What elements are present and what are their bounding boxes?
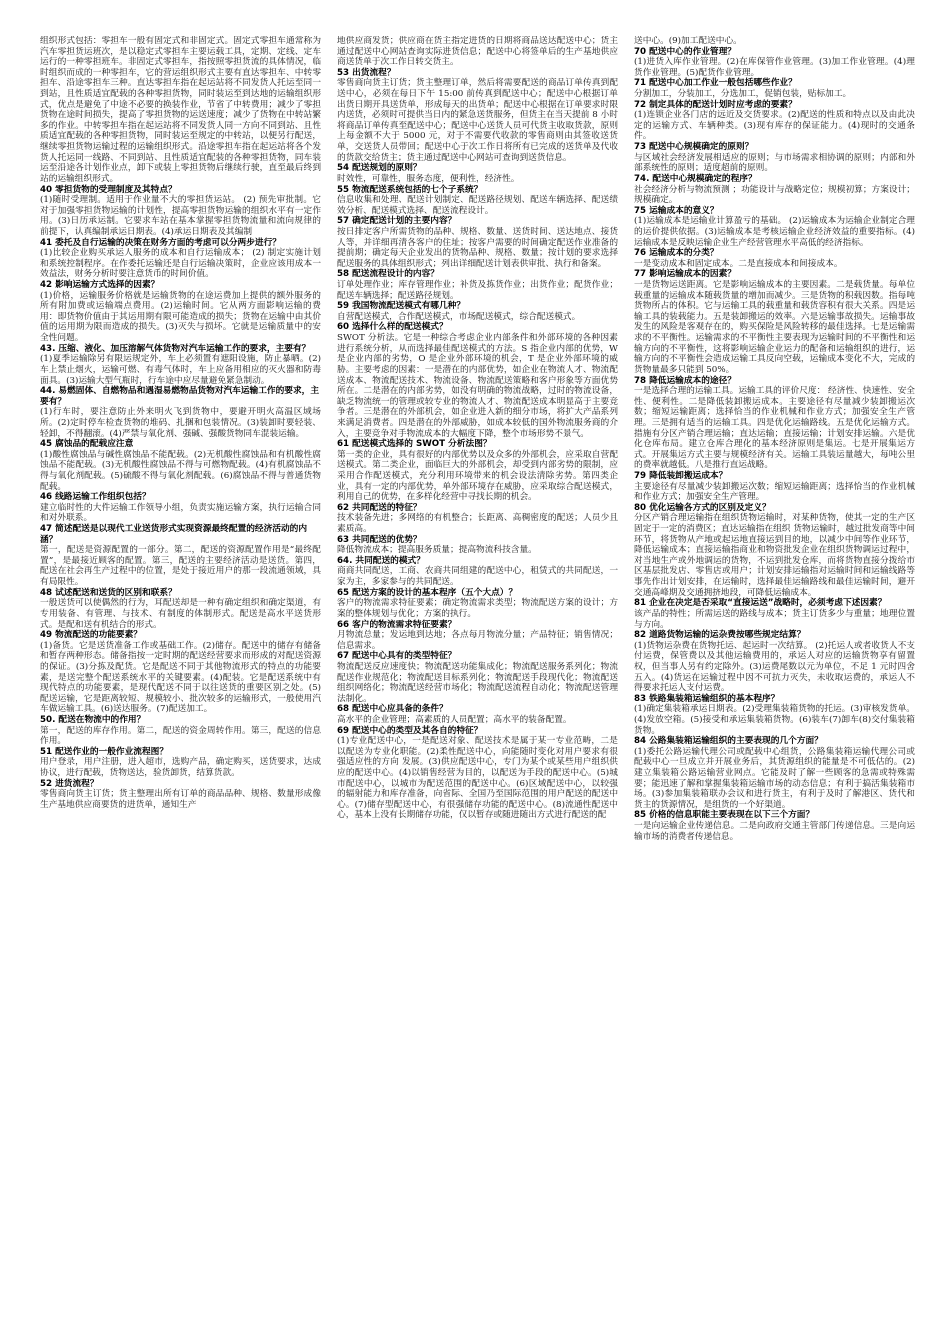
answer-text: 一是向运输企业传递信息。二是向政府交通主管部门传递信息。三是向运输市场的消费者传递信息。: [634, 821, 915, 842]
qa-section: [337, 588, 618, 620]
qa-section: [634, 471, 915, 503]
question-heading: 67 配送中心具有的类型特征？: [337, 651, 457, 662]
question-heading: 50. 配送在物流中的作用？: [40, 715, 146, 725]
answer-text: 分割加工，分装加工，分选加工，促销包装，贴标加工。: [634, 89, 852, 100]
question-heading: 59 我国物流配送模式有哪几种？: [337, 301, 466, 312]
qa-section: [634, 142, 915, 174]
answer-text: 第一，配送是资源配置的一部分。第二，配送的资源配置作用是“最终配置”，是最接近顾客的配置。第三，配送的主要经济活动是送货。第四，配送在社会再生产过程中的位置，是处于接近用户的那一段流通领域，具有局限性。: [40, 545, 321, 588]
answer-text: 月物流总量；发运地到达地；各点每月物流分量；产品特征；销售情况；信息需求。: [337, 630, 618, 651]
question-heading: 81 企业在决定是否采取“直接运送”战略时，必须考虑下述因素？: [634, 598, 887, 609]
question-heading: 83 铁路集装箱运输组织的基本程序？: [634, 693, 780, 704]
qa-section: [40, 715, 321, 747]
qa-section: [337, 185, 618, 217]
answer-text: 与区域社会经济发展相适应的原则；与市场需求相协调的原则；内部和外部系统性的原则；适度超前的原则。: [634, 152, 915, 174]
qa-section: [634, 694, 915, 736]
answer-text: 建立临时性的大件运输工作领导小组，负责实施运输方案，执行运输合同和对外联系。: [40, 502, 321, 524]
qa-section: [634, 503, 915, 598]
question-heading: 75 运输成本的意义？: [634, 205, 719, 216]
qa-section: [337, 269, 618, 301]
answer-text: 一是选择合理的运输工具。运输工具的评价尺度： 经济性、快速性、安全性、便利性。二是降低装卸搬运成本。主要途径有尽量减少装卸搬运次数；缩短运输距离；选择恰当的作业机械和作业方式；加强安全生产管理。三是拥有适当的运输工具。四是优化运输路线。五是优化运输方式。措施有分区产销合理运输；直达运输；直接运输；计划安排运输。六是优化仓库布局。建立仓库合理化的基本经济原则是集运。七是开展集运方式。开展集运方式主要与规模经济有关。运输工具装运量越大，每吨公里的费率就越低。八是推行直运战略。: [634, 386, 915, 471]
column-middle: [337, 36, 618, 1321]
question-heading: 68 配送中心应具备的条件？: [337, 704, 448, 715]
answer-text: 商商共同配送，工商、农商共同组建的配送中心，租赁式的共同配送，一家为主，多家参与的共同配送。: [337, 566, 618, 588]
qa-section: [337, 704, 618, 725]
answer-text: 高水平的企业管理；高素质的人员配置；高水平的装备配置。: [337, 715, 572, 725]
answer-text: 主要途径有尽量减少装卸搬运次数；缩短运输距离；选择恰当的作业机械和作业方式；加强安全生产管理。: [634, 481, 915, 503]
document-page: [40, 36, 915, 1321]
answer-text: 时效性，可靠性，服务态度，便利性，经济性。: [337, 173, 520, 184]
qa-section: [634, 47, 915, 79]
qa-section: [634, 174, 915, 206]
answer-text: 物流配送反应速度快；物流配送功能集成化；物流配送服务系列化；物流配送作业规范化；物流配送目标系列化；物流配送手段现代化；物流配送组织网络化；物流配送经营市场化；物流配送流程自动化；物流配送管理法制化。: [337, 661, 618, 704]
answer-text: (1)备货。它是送货准备工作或基础工作。(2)储存。配送中的储存有储备和暂存两种形态。储备指按一定时期的配送经营要求而形成的对配送资源的保证。(3)分拣及配货。它是配送不同于其他物流形式的特点的功能要素，是送完整个配送系统水平的关键要素。(4)配装。它是配送系统中有现代特点的功能要素，是现代配送不同于以往送货的重要区别之处。(5)配送运输，它是距离较短、规模较小、批次较多的运输形式，一般使用汽车做运输工具。(6)送达服务。(7)配送加工。: [40, 640, 321, 715]
answer-text: SWOT 分析法。它是一种综合考虑企业内部条件和外部环境的各种因素进行系统分析，从而选择最佳配送模式的方法。S 指企业内部的优势，W 是企业内部的劣势，O 是企业外部环境的机会，T 是企业外部环境的威胁。主要考虑的因素：一是潜在的内部优势，如企业在物流人才、物流配送成本、物流配送技术、物流设备、物流配送策略和客户形象等方面优势所在。二是潜在的内部劣势，如没有明确的物流战略，过时的物流设备，缺乏物流统一的管理或较专业的物流人才、物流配送成本明显高于主要竞争者。三是潜在的外部机会，如企业进入新的细分市场，将扩大产品系列来满足消费者。四是潜在的外部威胁，如成本较低的国外物流服务商的介入，主要竞争对手物流成本的大幅度下降，整个市场形势不景气。: [337, 333, 618, 439]
qa-section: [634, 810, 915, 842]
answer-text: 分区产销合理运输指在组织货物运输时，对某种货物，使其一定的生产区固定于一定的消费区；直达运输指在组织 货物运输时，越过批发商等中间环节，将货物从产地或起运地直接运到目的地，以减少中间等作业环节，降低运输成本；直接运输指商业和物资批发企业在组织货物调运过程中，对当地生产或外地调运的货物，不运到批发仓库，而将货物直接分拨给市区基层批发店、零售店或用户；计划安排运输指对运输时间和运输线路等事先作出计划安排，在运输时，选择最佳运输路线和最佳运输时间，避开交通高峰期及交通拥挤地段，可降低运输成本。: [634, 513, 915, 598]
question-heading: 63 共同配送的优势？: [337, 534, 422, 545]
question-heading: 53 出货流程？: [337, 67, 396, 78]
qa-section: [634, 248, 915, 269]
qa-section: [40, 630, 321, 715]
question-heading: 51 配送作业的一般作业流程图？: [40, 746, 169, 757]
question-heading: 57 确定配送计划的主要内容？: [337, 216, 457, 227]
question-heading: 85 价格的信息职能主要表现在以下三个方面？: [634, 810, 815, 821]
question-heading: 49 物流配送的功能要素？: [40, 630, 142, 641]
question-heading: 66 客户的物流需求特征要素？: [337, 619, 457, 630]
qa-section: [634, 269, 915, 375]
qa-section: [634, 206, 915, 248]
answer-text: (1)价格，运输服务价格就是运输货物的在途运费加上提供的额外服务的所有附加费或运输端点费用。(2)运输时间。它从两方面影响运输的费用：即货物价值由于其运用期有限可能造成的损失；货物在运输中由其价值的运用期为限而造成的损失。(3)灭失与损坏。它就是运输质量中的安全性问题。: [40, 290, 321, 344]
question-heading: 60 选择什么样的配送模式？: [337, 322, 448, 333]
answer-text: (1)确定集装箱承运日期表。(2)受理集装箱货物的托运。(3)审核发货单。(4)发放空箱。(5)接受和承运集装箱货物。(6)装车(7)卸车(8)交付集装箱货物。: [634, 704, 915, 736]
answer-text: (1)行车时，要注意防止外来明火飞到货物中，要避开明火高温区域场所。(2)定时停车检查货物的堆码、扎捆和包装情况。(3)装卸时要轻装、轻卸，不得翻滚。(4)严禁与氧化剂、强碱、强酸货物同车混装运输。: [40, 407, 321, 439]
answer-text: 信息收集和处理、配送计划制定、配送路径规划、配送车辆选择、配送绩效分析、配送模式选择、配送流程设计。: [337, 195, 618, 216]
answer-text: (1)比较企业购买承运人服务的成本和自行运输成本； (2) 制定实施计划和系统控制程序。在作委托运输还是自行运输决策时，企业应该用成本一效益法，财务分析时要注意货币的时间价值。: [40, 248, 321, 280]
qa-section: [40, 588, 321, 630]
answer-text: 一是变动成本和固定成本。二是直接成本和间接成本。: [634, 258, 843, 269]
qa-section: [634, 376, 915, 471]
qa-section: [337, 620, 618, 652]
answer-text: 用户登录，用户注册，进入超市，选购产品，确定购买，送货要求，达成协议，进行配载，货物送达，验货卸货，结算货款。: [40, 757, 321, 779]
qa-section: [337, 503, 618, 535]
answer-text: (1)连锁企业各门店的远近及交货要求。(2)配送的性质和特点以及由此决定的运输方式、车辆种类。(3)现有库存的保证能力。(4)现时的交通条件。: [634, 110, 915, 142]
question-heading: 73 配送中心规模确定的原则？: [634, 142, 754, 153]
question-heading: 45 腐蚀品的配载应注意: [40, 439, 134, 450]
answer-text: 该产品的特性；所需运送的路线与成本；货主订货多少与重量；地理位置与方向。: [634, 608, 915, 630]
answer-text: 第一，配送的库存作用。第二，配送的资金周转作用。第三，配送的信息作用。: [40, 725, 321, 747]
column-right: [634, 36, 915, 1321]
qa-section: [337, 322, 618, 439]
answer-text: (1)进货入库作业管理。(2)在库保管作业管理。(3)加工作业管理。(4)理货作业管理。(5)配货作业管理。: [634, 57, 915, 78]
qa-section: [40, 185, 321, 238]
answer-text: 组织形式包括：零担车一般有固定式和非固定式。固定式零担车通常称为汽车零担货运班次，是以稳定式零担车主要运载工具，定期、定线、定车运行的一种零担班车。非固定式零担车，指按照零担货流的具体情况，临时组织而成的一种零担车，它的营运组织形式主要有直达零担车、中转零担车、沿途零担车三种。直达零担车指在起运站将不同发货人托运至同一到站，且性质适宜配载的各种零担货物，同时装运至到达地的运输组织形式，优点是避免了中途不必要的换装作业，节省了中转费用；减少了零担货物在途时间损失，提高了零担货物的运送速度；减少了货物在中转站繁多的作业。中转零担车指在起运站将不同发货人同一方向不同到站、且性质适宜配载的各种零担货物，同时装运至规定的中转站，以便另行配送，继续零担货物运输过程的运输组织形式。沿途零担车指在起运站将各个发货人托运同一线路、不同到站、且性质适宜配装的各种零担货物，同车装运至沿途各计划作业点，卸下或装上零担货物后继续行驶，直至最后终到站的运输组织形式。: [40, 36, 321, 184]
qa-section: [634, 598, 915, 630]
answer-text: 降低物流成本；提高服务质量；提高物流科技含量。: [337, 545, 537, 556]
answer-text: (1)酸性腐蚀品与碱性腐蚀品不能配载。(2)无机酸性腐蚀品和有机酸性腐蚀品不能配载。(3)无机酸性腐蚀品不得与可燃物配载。(4)有机腐蚀品不得与氧化剂配载。(5)硫酸不得与氧化剂配载。(6)腐蚀品不得与普通货物配载。: [40, 449, 321, 492]
qa-section: [337, 726, 618, 821]
qa-section: [634, 78, 915, 99]
answer-text: (1)委托公路运输代理公司或配载中心组货，公路集装箱运输代理公司或配载中心一旦成立并开展业务后，其货源组织的能量是不可低估的。(2)建立集装箱公路运输营业网点。它能及时了解一些顾客的急需或特殊需要；能迅速了解和掌握集装箱运输市场的动态信息；有利于搞活集装箱市场。(3)参加集装箱联办会议和进行货主，有利于及时了解港区、货代和货主的货源情况，是组货的一个好渠道。: [634, 746, 915, 810]
qa-section: [337, 216, 618, 269]
question-heading: 69 配送中心的类型及其各自的特征？: [337, 725, 483, 736]
answer-text: 零售商向货主订货；货主整理出所有订单的商品品种、规格、数量形成像生产基地供应商要货的进货单，通知生产: [40, 789, 321, 810]
question-heading: 74. 配送中心规模确定的程序？: [634, 173, 757, 184]
qa-section: [40, 36, 321, 185]
qa-section: [337, 36, 618, 68]
question-heading: 62 共同配送的特征？: [337, 502, 422, 513]
answer-text: 一般送货可以使偶然的行为，耳配送却是一种有确定组织和确定渠道，有专用装备、有管理、与技术、有制度的体制形式。配送是高水平送货形式。是配和送有机结合的形式。: [40, 598, 321, 630]
answer-text: 社会经济分析与物流预测 ；功能设计与战略定位；规模初算；方案设计；规模确定。: [634, 184, 915, 206]
qa-section: [40, 524, 321, 588]
qa-section: [337, 68, 618, 163]
question-heading: 78 降低运输成本的途径？: [634, 375, 736, 386]
qa-section: [40, 779, 321, 811]
qa-section: [337, 163, 618, 184]
qa-section: [634, 100, 915, 142]
answer-text: (1)专业配送中心，一是配送对象、配送技术是属于某一专业范畴，二是以配送为专业化职能。(2)柔性配送中心，向能随时变化对用户要求有很强适应性的方向 发展。(3)供应配送中心，专门为某个或某些用户组织供应的配送中心。(4)以销售经营为目的，以配送为手段的配送中心。(5)城市配送中心，以城市为配送范围的配送中心。(6)区域配送中心，以较强的辐射能力和库存准备，向省际、全国乃至国际范围的用户配送的配送中心。(7)储存型配送中心，有很强储存功能的配送中心。(8)流通性配送中心，基本上没有长期储存功能，仅以暂存或随进随出方式进行配送的配: [337, 736, 618, 821]
answer-text: 一是货物运送距离。它是影响运输成本的主要因素。二是载货量。每单位载重量的运输成本随载货量的增加而减少。三是货物的积载因数。指每吨货物所占的体积。它与运输工具的载重量和载货容积有很大关系。四是运输工具的装载能力。五是装卸搬运的效率。六是运输事故损失。运输事故发生的风险是客观存在的，购买保险是风险转移的最佳选择。七是运输需求的不平衡性。运输需求的不平衡性主要表现为运输时间的不平衡性和运输方向的不平衡性，这将影响运输企业运力的配备和运输组织的进行，运输方向的不平衡性会造成运输工具反向空载，运输成本变化不大，完成的货物量最多只能到 50%。: [634, 280, 915, 375]
answer-text: (1)夏季运输除另有限运规定外，车上必须置有遮阳设施，防止暴晒。(2)车上禁止烟火，运输可燃、有毒气体时，车上应备用相应的灭火器和防毒面具。(3)运输大型气瓶时，行车途中应尽量避免紧急制动。: [40, 354, 321, 386]
qa-section: [337, 301, 618, 322]
question-heading: 58 配送流程设计的内容？: [337, 269, 439, 280]
question-heading: 41 委托及自行运输的决策在财务方面的考虑可以分两步进行？: [40, 237, 281, 248]
qa-section: [337, 651, 618, 704]
question-heading: 71 配送中心加工作业一般包括哪些作业？: [634, 78, 797, 89]
question-heading: 61 配送模式选择的 SWOT 分析法图？: [337, 439, 492, 450]
question-heading: 72 制定具体的配送计划时应考虑的要素？: [634, 99, 797, 110]
question-heading: 48 试述配送和送货的区别和联系？: [40, 587, 177, 598]
question-heading: 70 配送中心的作业管理？: [634, 46, 736, 57]
question-heading: 84 公路集装箱运输组织的主要表现的几个方面？: [634, 736, 823, 747]
qa-section: [40, 238, 321, 280]
question-heading: 44. 易燃固体、自燃物品和遇湿易燃物品货物对汽车运输工作的要求，主要有？: [40, 386, 320, 407]
question-heading: 40 零担货物的受理制度及其特点？: [40, 184, 177, 195]
answer-text: 自营配送模式，合作配送模式，市场配送模式，综合配送模式。: [337, 311, 581, 322]
question-heading: 43. 压缩、液化、加压溶解气体货物对汽车运输工作的要求，主要有？: [40, 343, 311, 354]
question-heading: 42 影响运输方式选择的因素？: [40, 280, 160, 291]
question-heading: 65 配送方案的设计的基本程序（五个大点）？: [337, 587, 518, 598]
qa-section: [40, 344, 321, 386]
answer-text: (1)运输成本是运输业计算盈亏的基础。 (2)运输成本为运输企业制定合理的运价提供依据。(3)运输成本是考核运输企业经济效益的重要指标。(4)运输成本是反映运输企业生产经营管理水平高低的经济指标。: [634, 216, 915, 248]
answer-text: 第一类的企业，具有很好的内部优势以及众多的外部机会，应采取自营配送模式。第二类企业，面临巨大的外部机会，却受到内部劣势的限制，应采用合作配送模式，充分利用环境带来的机会设法清除劣势。第四类企业，具有一定的内部优势，单外部环境存在威胁，应采取综合配送模式，利用自己的优势，在多样化经营中寻找长期的机会。: [337, 449, 618, 503]
qa-section: [40, 492, 321, 524]
answer-text: 按日排定客户所需货物的品种、规格、数量、送货时间、送达地点、接货人等，并详细再清各客户的住址；按客户需要的时间确定配送作业准备的提前期；确定每天企业发出的货物品种、规格、数量；按计划的要求选择配送服务的具体组织形式；列出详细配送计划表供审批、执行和备案。: [337, 226, 618, 269]
qa-section: [337, 439, 618, 503]
qa-section: [40, 386, 321, 439]
question-heading: 64. 共同配送的模式？: [337, 555, 425, 566]
qa-section: [337, 535, 618, 556]
question-heading: 54 配送规划的原则？: [337, 163, 422, 174]
qa-section: [337, 556, 618, 588]
question-heading: 47 简述配送是以现代工业送货形式实现资源最终配置的经济活动的内涵？: [40, 524, 308, 545]
answer-text: 送中心。(9)加工配送中心。: [634, 36, 742, 46]
answer-text: (1)货物运杂费在货物托运、起运时一次结算。 (2)托运人或者收货人不支付运费，保管费以及其他运输费用的，承运人对应的运输货物享有留置权，但当事人另有约定除外。(3)运费尾数以元为单位，不足 1 元时四舍五入。(4)货运在运输过程中因不可抗力灭失，未收取运费的，承运人不得要求托运人支付运费。: [634, 640, 915, 694]
qa-section: [634, 36, 915, 47]
answer-text: (1)随时受理制。适用于作业量不大的零担货运站。 (2) 预先审批制。它对于加强零担货物运输的计划性，提高零担货物运输的组织水平有一定作用。(3)日历承运制。它要求车站在基本掌握零担货物流量和流向规律的前提下，认真编制承运日期表。(4)承运日期表及其编制: [40, 195, 321, 237]
question-heading: 52 进货流程？: [40, 778, 99, 789]
qa-section: [634, 630, 915, 694]
qa-section: [634, 736, 915, 810]
answer-text: 技术装备先进；多网络的有机整合；长距离、高稠密度的配送；人员少且素质高。: [337, 513, 618, 535]
question-heading: 77 影响运输成本的因素？: [634, 269, 736, 280]
question-heading: 46 线路运输工作组织包括？: [40, 492, 151, 503]
question-heading: 55 物流配送系统包括的七个子系统？: [337, 184, 483, 195]
qa-section: [40, 280, 321, 344]
answer-text: 订单处理作业；库存管理作业；补货及拣货作业；出货作业；配货作业；配送车辆选择；配送路径规划。: [337, 280, 618, 301]
question-heading: 80 优化运输各方式的区别及定义？: [634, 502, 771, 513]
question-heading: 76 运输成本的分类？: [634, 248, 719, 259]
question-heading: 82 道路货物运输的运杂费按哪些规定结算？: [634, 630, 806, 641]
column-left: [40, 36, 321, 1321]
answer-text: 零售商向货主订货；货主整理订单，然后将需要配送的商品订单传真到配送中心，必须在每日下午 15:00 前传真到配送中心；配送中心根据订单出货日期开具送货单，形成每天的出货单；配送中心根据在订单要求时限内送货，必须时可提供当日内的紧急送货服务，但货主在当天提前 8 小时将商品订单传真至配送中心；配送中心送货人员可代货主收取货款，原则上每金额不大于 5000 元，对于不需要代收款的零售商则由其签收送货单，交送货人员带回；配送中心于次工作日将所有已完成的送货单及代收的货款交给货主；货主通过配送中心网站可查询到送货信息。: [337, 78, 618, 163]
qa-section: [40, 439, 321, 492]
qa-section: [40, 747, 321, 779]
answer-text: 地供应商发货；供应商在货主指定进货的日期将商品送达配送中心；货主通过配送中心网站查询实际进货信息；配送中心将签单后的生产基地供应商送货单于次工作日转交货主。: [337, 36, 618, 68]
question-heading: 79 降低装卸搬运成本？: [634, 470, 728, 481]
answer-text: 客户的物流需求特征要素；确定物流需求类型；物流配送方案的设计；方案的整体规划与优化；方案的执行。: [337, 598, 618, 619]
